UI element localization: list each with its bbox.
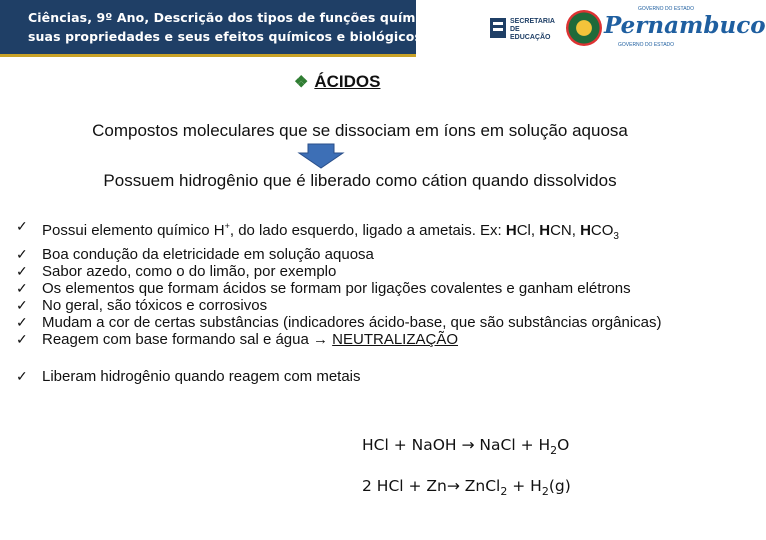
list-item [16,263,692,280]
check-icon: ✓ [16,297,28,313]
section-title: ÁCIDOS [314,72,381,91]
bold-h: H [505,222,517,239]
neutralizacao-label: NEUTRALIZAÇÃO [332,331,459,348]
intro-line-2: Possuem hidrogênio que é liberado como cátion quando dissolvidos [103,171,617,190]
equation-metal [362,477,571,498]
title-line-2: suas propriedades e seus efeitos químicos e biológicos [28,29,423,44]
item-text: Liberam hidrogênio quando reagem com metais [42,368,361,385]
check-icon: ✓ [16,280,28,296]
state-logo-word: Pernambuco [604,12,766,39]
list-item [16,314,692,331]
equation-text: 2 HCl + Zn→ ZnCl [362,477,501,495]
bold-h: H [539,222,551,239]
equation-text: (g) [548,477,571,495]
item-text: Sabor azedo, como o do limão, por exemplo [42,263,337,280]
state-tag: GOVERNO DO ESTADO [638,6,695,12]
equation-spacer [16,348,692,368]
equation-text: HCl + NaOH → NaCl + H [362,436,551,454]
item-text: No geral, são tóxicos e corrosivos [42,297,268,314]
header [0,0,766,60]
item-text: Possui elemento químico H [42,222,225,239]
list-item [16,280,692,297]
diamond-bullet-icon: ❖ [294,74,309,91]
check-icon: ✓ [16,263,28,279]
section-heading [294,72,380,92]
item-text: , do lado esquerdo, ligado a ametais. Ex: [229,222,506,239]
state-subtitle: GOVERNO DO ESTADO [618,42,675,48]
subscript: 2 [500,485,508,499]
equation-text: O [557,436,570,454]
logos [488,6,766,50]
subscript: 2 [550,444,558,458]
secretaria-text: SECRETARIA DE EDUCAÇÃO [510,18,555,41]
secretaria-emblem-icon [488,16,508,40]
list-item [16,246,692,263]
item-text: CO [590,222,614,239]
item-text: Reagem com base formando sal e água → [42,331,333,348]
item-text: Boa condução da eletricidade em solução aquosa [42,246,374,263]
state-seal-icon [566,10,602,46]
check-icon: ✓ [16,368,28,384]
secretaria-logo [488,12,558,46]
subscript: 3 [613,231,619,242]
check-icon: ✓ [16,218,28,234]
property-list [16,218,692,385]
title-line-1: Ciências, 9º Ano, Descrição dos tipos de funções químicas, [28,10,449,25]
check-icon: ✓ [16,331,28,347]
equation-neutralization [362,436,569,457]
equation-text: + H [507,477,542,495]
superscript: + [224,221,230,231]
item-text: Mudam a cor de certas substâncias (indicadores ácido-base, que são substâncias orgânicas) [42,314,662,331]
list-item [16,297,692,314]
item-text: Os elementos que formam ácidos se formam por ligações covalentes e ganham elétrons [42,280,631,297]
check-icon: ✓ [16,314,28,330]
list-item [16,331,692,348]
bold-h: H [580,222,591,239]
list-item [16,218,692,245]
item-text: Cl, [516,222,540,239]
list-item [16,368,692,385]
subscript: 2 [541,485,549,499]
item-text: CN, [550,222,581,239]
down-arrow-icon [298,143,344,169]
title-banner [0,0,449,57]
intro-line-1: Compostos moleculares que se dissociam em íons em solução aquosa [92,121,628,140]
check-icon: ✓ [16,246,28,262]
